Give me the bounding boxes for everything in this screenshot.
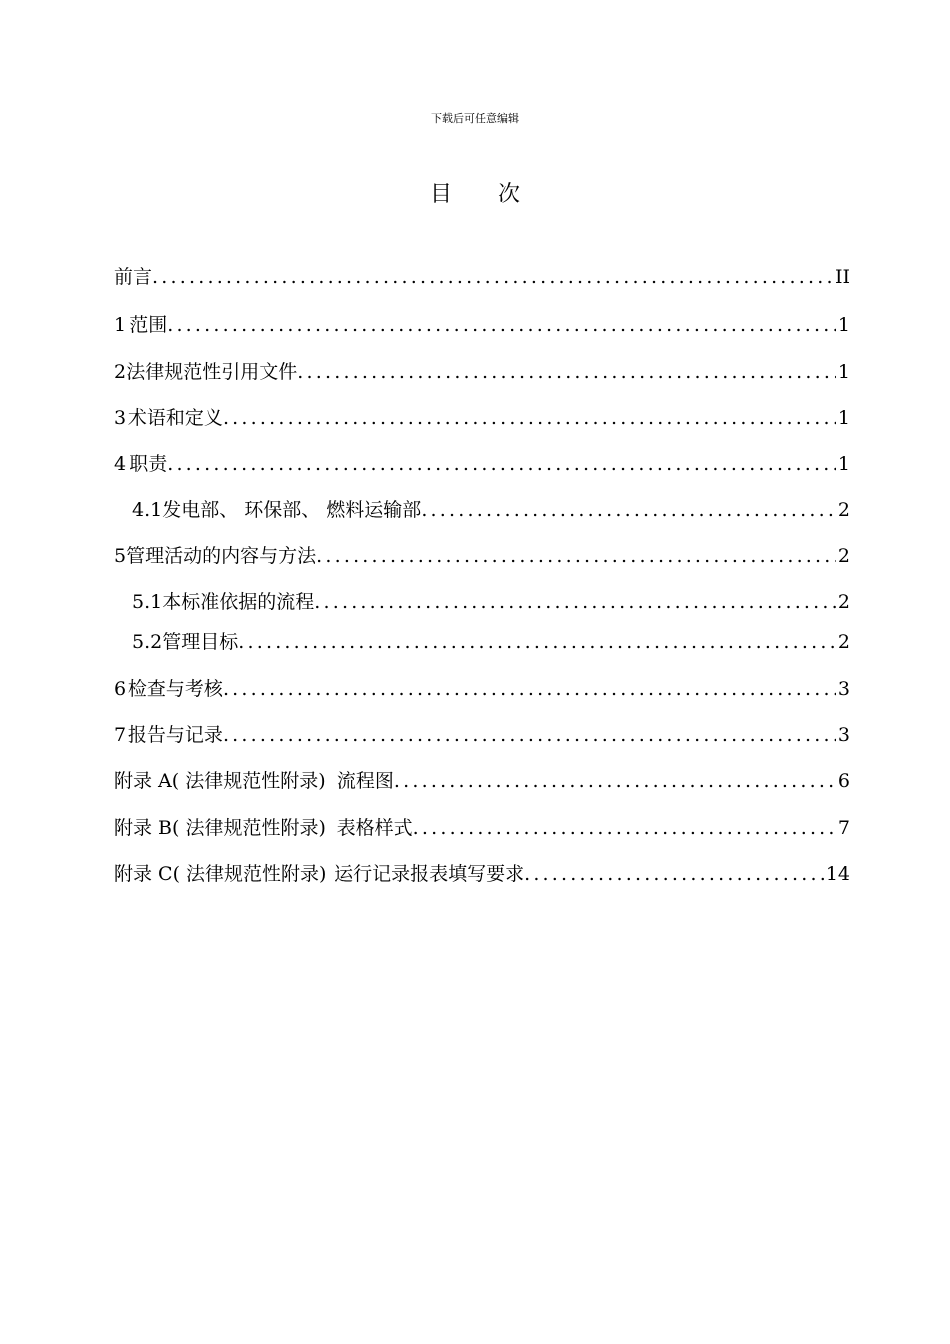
toc-entry-page: 1 — [837, 453, 850, 475]
toc-title-right: 次 — [498, 182, 521, 207]
toc-entry-number: 4 — [114, 453, 127, 475]
toc-entry-5-2[interactable] — [132, 627, 850, 655]
toc-entry-label: 发电部、 环保部、 燃料运输部 — [162, 499, 422, 521]
toc-leader-dots — [297, 359, 836, 385]
toc-entry-label: 前言 — [114, 266, 153, 288]
toc-entry-number: 6 — [114, 678, 127, 700]
header-note: 下载后可任意编辑 — [431, 112, 519, 125]
toc-entry-appendix-b[interactable] — [114, 813, 850, 841]
toc-entry-page: 2 — [837, 499, 850, 521]
toc-entry-5[interactable] — [114, 541, 850, 569]
toc-entry-label: 管理目标 — [162, 631, 239, 653]
toc-entry-appendix-c[interactable] — [114, 859, 850, 887]
toc-entry-label: 范围 — [129, 314, 168, 336]
toc-entry-label: 法律规范性引用文件 — [126, 361, 298, 383]
toc-entry-number: 4.1 — [132, 499, 163, 521]
toc-leader-dots — [394, 768, 836, 794]
toc-entry-sublabel: 表格样式 — [336, 817, 413, 839]
toc-leader-dots — [167, 451, 836, 477]
toc-entry-label: 本标准依据的流程 — [162, 591, 315, 613]
toc-leader-dots — [223, 722, 836, 748]
toc-entry-number: 7 — [114, 724, 127, 746]
toc-title-left: 目 — [429, 182, 452, 207]
toc-entry-number: 3 — [114, 407, 127, 429]
toc-entry-page: 6 — [837, 770, 850, 792]
toc-entry-page: 7 — [837, 817, 850, 839]
toc-leader-dots — [238, 629, 836, 655]
toc-entry-page: 14 — [825, 863, 850, 885]
toc-leader-dots — [223, 405, 836, 431]
toc-entry-2[interactable] — [114, 357, 850, 385]
toc-entry-label: 报告与记录 — [127, 724, 223, 746]
toc-entry-appendix-a[interactable] — [114, 766, 850, 794]
toc-entry-label: 附录 B( 法律规范性附录) — [114, 817, 326, 839]
toc-entry-number: 5 — [114, 545, 127, 567]
toc-leader-dots — [223, 676, 836, 702]
toc-entry-1[interactable] — [114, 310, 850, 338]
toc-entry-4-1[interactable] — [132, 495, 850, 523]
toc-entry-5-1[interactable] — [132, 587, 850, 615]
toc-leader-dots — [152, 264, 833, 290]
toc-entry-7[interactable] — [114, 720, 850, 748]
toc-leader-dots — [413, 815, 836, 841]
toc-entry-number: 1 — [114, 314, 127, 336]
toc-entry-page: 1 — [837, 361, 850, 383]
toc-entry-label: 职责 — [129, 453, 168, 475]
toc-title — [0, 180, 950, 210]
toc-entry-page: 2 — [837, 591, 850, 613]
toc-entry-label: 术语和定义 — [127, 407, 223, 429]
toc-entry-number: 2 — [114, 361, 127, 383]
toc-entry-number: 5.2 — [132, 631, 163, 653]
toc-entry-page: 2 — [837, 545, 850, 567]
toc-entry-page: 1 — [837, 314, 850, 336]
toc-entry-4[interactable] — [114, 449, 850, 477]
toc-leader-dots — [316, 543, 836, 569]
toc-entry-page: 1 — [837, 407, 850, 429]
toc-entry-page: 2 — [837, 631, 850, 653]
toc-entry-label: 管理活动的内容与方法 — [126, 545, 317, 567]
toc-entry-page: 3 — [837, 678, 850, 700]
toc-entry-label: 附录 A( 法律规范性附录) — [114, 770, 326, 792]
toc-entry-page: II — [834, 266, 850, 288]
toc-leader-dots — [167, 312, 836, 338]
toc-entry-sublabel: 流程图 — [336, 770, 394, 792]
toc-leader-dots — [421, 497, 836, 523]
toc-entry-label: 附录 C( 法律规范性附录) — [114, 863, 327, 885]
toc-entry-3[interactable] — [114, 403, 850, 431]
toc-entry-page: 3 — [837, 724, 850, 746]
toc-entry-sublabel: 运行记录报表填写要求 — [334, 863, 525, 885]
toc-entry-6[interactable] — [114, 674, 850, 702]
toc-entry-preface[interactable] — [114, 262, 850, 290]
toc-entry-number: 5.1 — [132, 591, 163, 613]
toc-leader-dots — [524, 861, 824, 887]
toc-leader-dots — [314, 589, 836, 615]
toc-entry-label: 检查与考核 — [127, 678, 223, 700]
